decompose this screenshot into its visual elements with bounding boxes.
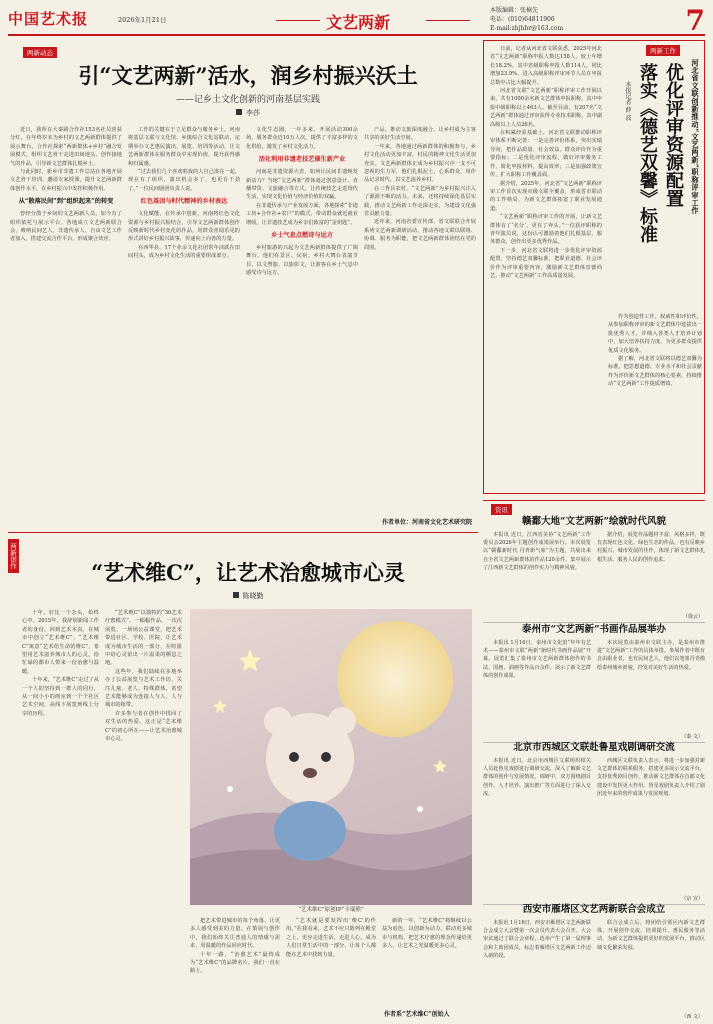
article-title: 引“文艺两新”活水，润乡村振兴沃土 — [78, 63, 418, 88]
news-column — [483, 531, 591, 619]
news-body — [483, 531, 705, 619]
sidebar-byline: 本报记者 薛 波 — [624, 81, 631, 121]
sidebar-tag: 两新工作 — [646, 45, 680, 56]
sidebar-column — [608, 313, 702, 491]
article-column — [246, 126, 358, 526]
star-shape — [433, 759, 447, 773]
paragraph: 日前，记者从河北省文联获悉，2025年河北省“文艺两新”职称申报人数达158人，较上年增长18.2%，其中省级职称申报人数114人，同比增加23.9%，进入高级职称评审环节人员在申报总数中占比大幅提升。 — [490, 46, 602, 86]
paragraph: 本报讯 1月16日，西安市雁塔区文艺两新联合会成立大会暨第一次会员代表大会召开。大会审议通过了联合会章程，选举产生了第一届理事会和主席团成员，标志着雁塔区文艺两新工作迈入新阶段。 — [483, 920, 591, 959]
news-item — [483, 742, 705, 902]
news-column — [597, 757, 705, 901]
page-section-title: 文艺两新 — [326, 13, 391, 32]
paragraph: 本报讯 近日，江西省美协“文艺两新”工作委员会2026年主题创作成果展举行。本次展览以“赣鄱新时代 丹青新气象”为主题，共展出来自全省文艺两新群体的作品120余件，集中展示了江西新文艺群体的创作实力与精神风貌。 — [483, 532, 591, 571]
section-heading: 从“散落民间”到“组织起来”的转变 — [18, 198, 114, 206]
news-title: 北京市西城区文联赴鲁星戏剧调研交流 — [513, 742, 675, 753]
paragraph: 据了解，河北省文联将以德艺双馨为标准，把思想道德、专业水平和社会贡献作为评价新文艺群体的核心要素，持续推动“文艺两新”工作提质增效。 — [608, 356, 702, 388]
section-heading: 活化利用非遗老技艺催生新产业 — [258, 156, 346, 164]
byline-name: 陈晓勤 — [242, 592, 264, 600]
news-body — [483, 757, 705, 901]
editor-phone: 电话：(010)64811906 — [490, 16, 555, 23]
news-tag: 资讯 — [491, 504, 512, 515]
paragraph: 把艺术带进城市的每个角落，让更多人感受到美的力量。在策展与创作中，我们始终关注普通人的情感与需求，用温暖的作品回应时代。 — [190, 918, 280, 950]
section-rule-left — [276, 20, 320, 21]
paragraph: 下一步，河北省文联将进一步优化评审资源配置，坚持德艺双馨标准，把职业道德、社会评价作为评审重要内容，激励新文艺群体崇德尚艺，推动“文艺两新”工作高质量发展。 — [490, 247, 602, 279]
section-heading: 红色基因与时代精神的乡村表达 — [140, 198, 228, 206]
paragraph: 这些年，我们陆续在多地举办了公益展览与艺术工作坊，关注儿童、老人、特殊群体，希望艺术能够成为连接人与人、人与城市的纽带。 — [105, 668, 182, 709]
paragraph: “艺术就是要发挥出’维C’的作用。”在我看来，艺术不应只陈列在殿堂之上，更应走进生活，走进人心，成为人们日常生活中的一部分，让每个人都能在艺术中找到力量。 — [286, 918, 376, 958]
section-rule-right — [426, 20, 470, 21]
paragraph: 十年，好比一个念头，始终心中。2015年，我辞别新闻工作者的身份，回到艺术本真，在城市中创立“艺术维C”，“艺术维C”寓意“艺术给生命的维C”，希望用艺术滋养城市人的心灵，给忙碌的都市人带来一份治愈与温暖。 — [22, 610, 99, 675]
paragraph: 许多参与者在创作中找回了对生活的热爱，这正是“艺术维C”的初心所在——让艺术治愈城市心灵。 — [105, 710, 182, 743]
news-source: （西 文） — [681, 1014, 703, 1020]
sidebar-article — [483, 40, 705, 494]
bear-nose — [303, 768, 317, 778]
image-caption: “艺术维C”原创IP“卡瑞熊” — [298, 907, 364, 913]
news-column — [483, 639, 591, 739]
bear-body-shape — [274, 801, 346, 861]
article-column — [364, 126, 476, 526]
news-column — [597, 919, 705, 1019]
paragraph: 据介绍，展览作品题材丰富、风格多样，既有表现红色文化、绿色生态的作品，也有反映乡村振兴、城市发展的佳作，体现了新文艺群体扎根生活、服务人民的创作追求。 — [597, 532, 705, 563]
byline-square-icon — [236, 109, 242, 115]
article-column — [382, 917, 472, 1015]
newspaper-logo: 中国艺术报 — [8, 10, 89, 28]
byline-square-icon — [233, 592, 239, 598]
paragraph: 文化赋能，在传承中创新。河南将红色文化资源与乡村振兴相结合，引导文艺两新群体创作反映新时代乡村变化的作品，用群众喜闻乐见的形式讲好乡村振兴故事，传递向上向善的力量。 — [128, 211, 240, 243]
paragraph: 河南是非遗资源大省，如何让民间非遗焕发新活力？当地“文艺两新”群体通过创意设计、直播带货、文旅融合等方式，让传统技艺走进现代生活，实现文化价值与经济价值的双赢。 — [246, 169, 358, 201]
paragraph: 十年来，“艺术维C”走过了从一个人的坚持到一群人的同行，从一间小小的画室到一个个社区艺术空间，从线下展览到线上分享的历程。 — [22, 677, 99, 717]
news-column — [597, 639, 705, 739]
paragraph: 近年来，河南省委宣传部、省文联联合开展系列文艺两新调研活动，推动各地文联以联络、协调、服务为职能，把文艺两新群体团结在党的周围。 — [364, 219, 476, 251]
news-body — [483, 919, 705, 1019]
paragraph: 据介绍，2025年，河北省“文艺两新”职称评审工作首次实现市级文联全覆盖，形成省市联动的工作格局，为新文艺群体拓宽了职业发展通道。 — [490, 180, 602, 212]
news-item — [483, 516, 705, 620]
paragraph: 河北省文联“文艺两新”职称评审工作开展以来，共有1000余名新文艺群体申报职称，其中申报中级职称以上463人。截至目前，有207名“文艺两新”群体通过评审获得专业技术职称，其中副高级以上人员26名。 — [490, 88, 602, 128]
paragraph: 作为创造性工作，权威性和评价性，从参加职称评审的新文艺群体中选拔出一批优秀人才，并纳入各类人才培养计划中，加大培养扶持力度，为更多群众提供优质文化服务。 — [608, 314, 702, 354]
article-column — [105, 609, 182, 1017]
sparkle-dot — [417, 806, 423, 812]
paragraph: 与此同时，新乡市非遗工作总站在各地开展文艺骨干培训，邀请专家授课，提升文艺两新群体创作水平，在乡村振兴中发挥积极作用。 — [10, 169, 122, 192]
editor-name: 本版编辑：张楠先 — [490, 7, 539, 14]
paragraph: 本报讯 近日，北京市西城区文联组织相关人员赴鲁星戏剧进行调研交流，深入了解新文艺群体的创作与发展情况。调研中，双方围绕剧目创作、人才培养、演出推广等方面进行了深入交流。 — [483, 758, 591, 797]
article-tag: 两新创作 — [8, 539, 19, 573]
paragraph: 工作的关键在于立足群众与服务乡土。河南将基层文联与文化馆、乡镇综合文化站联动，定期举办文艺惠民演出、展览、培训等活动，让文艺两新群体在服务群众中实现价值，提升获得感和归属感。 — [128, 127, 240, 167]
paragraph: 乡村旅游的兴起为文艺两新群体提供了广阔舞台。他们在景区、民宿、乡村大舞台表演节目，以文塑旅、以旅彰文，让游客在乡土气息中感受诗与远方。 — [246, 245, 358, 277]
article-column — [190, 917, 280, 1015]
news-column — [483, 757, 591, 901]
sparkle-dot — [227, 786, 233, 792]
paragraph: 联合会成立后，将团结引领区内新文艺群体，开展创作交流、培训提升、惠民服务等活动，为新文艺群体提供更好的发展平台，推动区域文化繁荣发展。 — [597, 920, 705, 951]
bear-eye-left — [289, 752, 299, 762]
article-column — [22, 609, 99, 1017]
news-source: （徐云） — [682, 614, 703, 620]
news-title: 赣鄱大地“文艺两新”绘就时代风貌 — [522, 516, 666, 527]
bear-eye-right — [321, 752, 331, 762]
paragraph: 一年来，各地通过两新群体的积极参与，乡村文化活动更加丰富，村民的精神文化生活更加充实。文艺两新群体正成为乡村振兴中一支不可忽视的生力军，他们扎根泥土，心系群众，用作品记录时代，以文艺滋养乡村。 — [364, 143, 476, 184]
news-body — [483, 639, 705, 739]
paragraph: “过去我们几个喜欢唱戏的人自己凑在一起，现在有了组织，演出机会多了，也更有干劲了。”一位民间剧团负责人说。 — [128, 169, 240, 192]
article-column — [286, 917, 376, 1015]
paragraph: 曾经分散于乡间的文艺两新人员，如今有了组织依托与展示平台。各地成立文艺两新联合会，吸纳民间艺人、非遗传承人、自由文艺工作者加入，搭建交流合作平台，形成聚合效应。 — [10, 211, 122, 243]
news-column — [597, 531, 705, 619]
news-title: 西安市雁塔区文艺两新联合会成立 — [522, 904, 666, 915]
paragraph: 在西华县，17个业余文化社团常年活跃在田间村头，成为乡村文化生活的重要组成部分。 — [128, 244, 240, 260]
news-source: （京 宣） — [681, 896, 703, 902]
news-item — [483, 624, 705, 740]
article-subtitle: ——记乡土文化创新的河南基层实践 — [175, 95, 320, 105]
paragraph: “艺术维C”以独特的“30艺术疗愈模式”，一幅幅作品、一次次展览、一场场公益课堂，把艺术带进社区、学校、医院，让艺术成为城市生活的一部分，在喧嚣中给心灵留出一片温柔的栖息之地。 — [105, 610, 182, 667]
star-shape — [239, 649, 261, 671]
news-title: 泰州市“文艺两新”书画作品展举办 — [522, 624, 666, 635]
paragraph: 新的一年，“艺术维C”将继续以公益为底色，以创新为动力，联动更多城市与机构，把艺术疗愈的理念传递给更多人，让艺术之光温暖更多心灵。 — [382, 918, 472, 950]
article-columns — [190, 917, 472, 1015]
paragraph: 西城区文联负责人表示，将进一步加强对新文艺群体的联系服务，搭建更多展示交流平台，支持优秀剧目创作，推动新文艺群体在首都文化建设中发挥更大作用。鲁星戏剧负责人介绍了剧团近年来的创作成果与发展规划。 — [597, 758, 705, 797]
article-columns — [10, 126, 476, 526]
editor-email: E-mail:zhjhbr@163.com — [490, 25, 564, 32]
article-column — [128, 126, 240, 526]
paragraph: 本报讯 1月16日，泰州市文化馆“年年有艺术——泰州市文联“两新”新时代书画作品展”开幕。展览汇集了泰州市文艺两新群体创作的书法、国画、油画等作品百余件，展示了新文艺群体的创作成果。 — [483, 640, 591, 679]
paragraph: 产品，推动文旅深度融合，让乡村成为主客共享的美好生活空间。 — [364, 127, 476, 142]
paragraph: “文艺两新”职称评审工作的开展，让新文艺群体有了‘名分’，更有了奔头。”一位获评职称的青年演员说，这份认可激励着他们扎根基层、服务群众，创作出更多优秀作品。 — [490, 214, 602, 246]
bear-ear-right — [328, 707, 356, 735]
article-byline — [38, 591, 458, 601]
sidebar-title-line: 落实《德艺双馨》标准 — [637, 63, 658, 243]
paragraph: 在三秀县农村，“文艺两新”为乡村振兴注入了源源不断的活力。未来，还将持续深化基层实践，推动文艺两新工作走深走实，为建设文化强省贡献力量。 — [364, 185, 476, 218]
article-title: “艺术维C”，让艺术治愈城市心灵 — [91, 560, 405, 585]
article-column — [10, 126, 122, 526]
article-lead — [8, 44, 478, 528]
news-source: （泰 文） — [681, 734, 703, 740]
author-affiliation: 作者单位：河南省文化艺术研究院 — [381, 519, 472, 526]
sidebar-column — [490, 45, 602, 491]
bear-ear-left — [264, 707, 292, 735]
page-number: 7 — [685, 4, 705, 37]
feature-illustration — [190, 609, 472, 905]
issue-date: 2026年1月21日 — [118, 16, 167, 24]
section-heading: 乡土气息点燃诗与远方 — [271, 232, 333, 240]
news-column — [483, 919, 591, 1019]
editor-info — [490, 6, 563, 33]
news-divider — [483, 622, 705, 623]
paragraph: 文化生态圈，一年多来，开展活动300余场，服务群众近10万人次，提供了丰富多样的文化供给，激发了乡村文化活力。 — [246, 127, 358, 150]
byline-name: 李莎 — [246, 109, 260, 117]
paragraph: 本次展览由泰州市文联主办，是泰州市推进“文艺两新”工作的具体举措。参展作者中既有自由职业者，也有民间艺人，他们以笔墨丹青描绘泰州城乡新貌，抒发对美好生活的热爱。 — [597, 640, 705, 671]
paragraph: 十年一路，“治愈艺术”最终成为“艺术维C”的品牌名片，我们一直在路上。 — [190, 951, 280, 975]
news-header — [483, 500, 705, 514]
article-feature — [8, 532, 478, 1020]
paragraph: 在非遗传承与产业发展方面，各地探索“非遗工坊+合作社+农户”的模式，带动群众就近就业增收，让非遗技艺成为乡亲们致富的“金钥匙”。 — [246, 202, 358, 226]
article-columns — [22, 609, 182, 1017]
illustration-artwork — [190, 609, 472, 905]
news-item — [483, 904, 705, 1020]
star-shape — [213, 699, 227, 713]
article-byline — [38, 108, 458, 118]
sidebar-title-line: 优化评审资源配置 — [663, 63, 684, 207]
author-affiliation: 作者系“艺术维C”创始人 — [384, 1011, 450, 1018]
paragraph: 近日，我所在大秦路合作社153名社员喜获分红，在年终岁末为乡村的文艺两新群体提供了展示舞台。合作社探索“两新群体+乡村”融合发展模式，组织文艺骨干走进田间地头，创作接地气的作品，引导新文艺群体扎根乡土。 — [10, 127, 122, 167]
sidebar-kicker: 河北省文联创新推动“文艺两新”职称评审工作 — [691, 59, 700, 215]
article-tag: 两新动态 — [23, 47, 57, 58]
sidebar-headline — [618, 59, 700, 309]
paragraph: 在积累经验基础上，河北省文联推动职称评审体系不断完善：一是完善评价体系，突出实绩导向，把作品质量、社会效益、群众评价作为重要指标；二是优化评审流程，做好评审服务工作，简化申报材料，提高效率；三是加强政策宣传，扩大职称工作覆盖面。 — [490, 130, 602, 179]
masthead — [8, 6, 705, 36]
